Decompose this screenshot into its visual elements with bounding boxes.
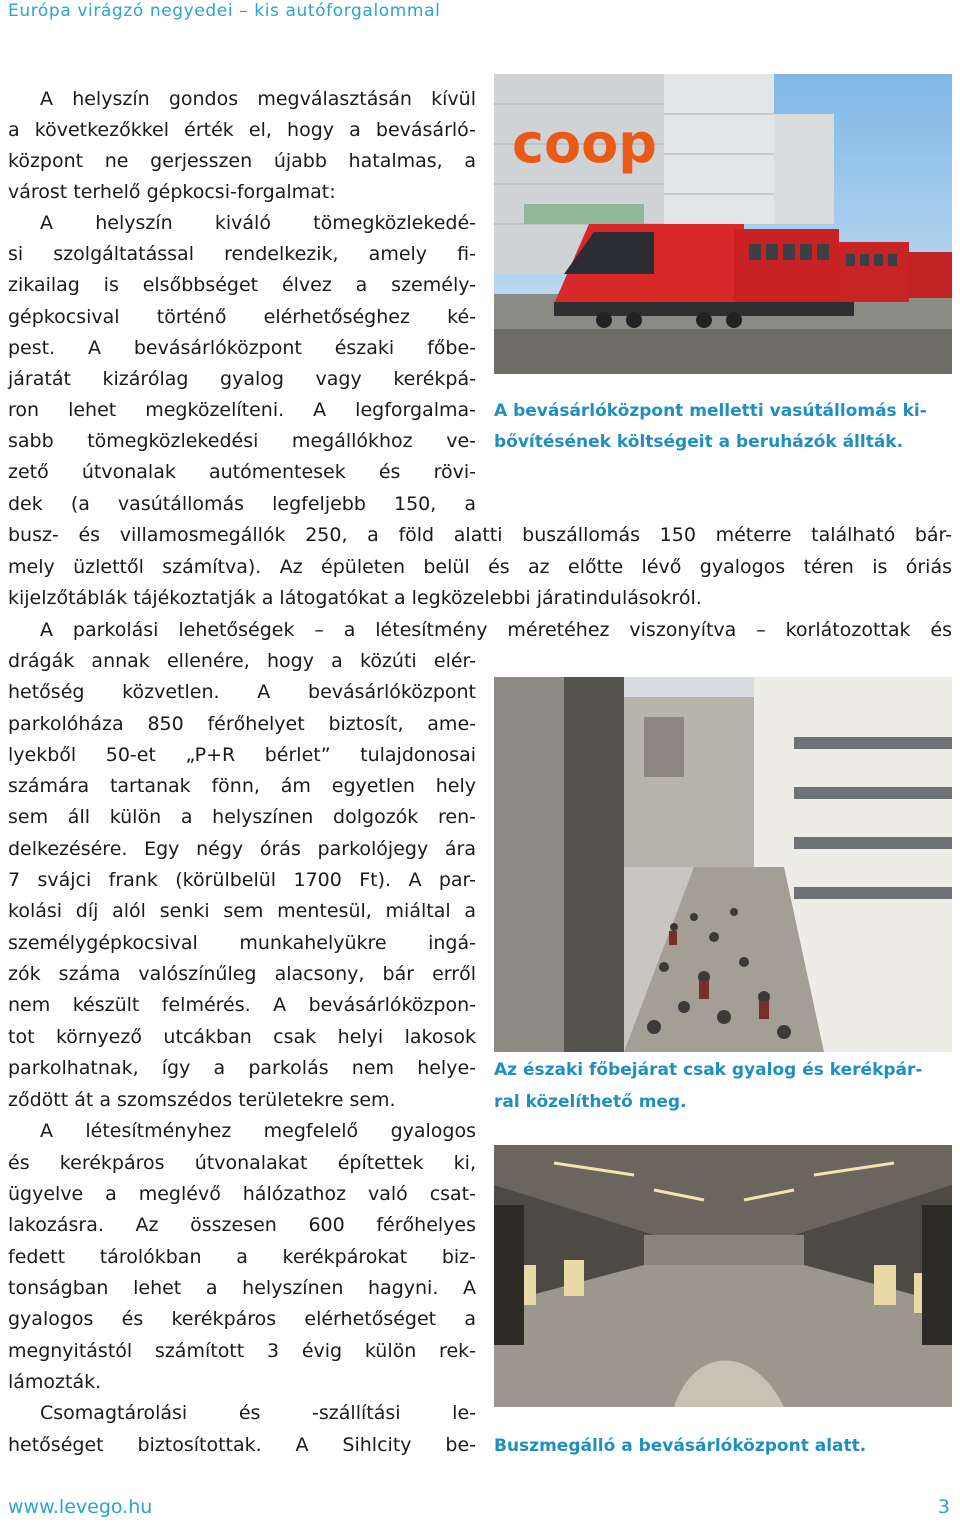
pedestrian-entrance-photo [494,677,952,1052]
p1-line-8: gépkocsival történő elérhetőséghez ké- [8,306,476,328]
p1-line-14: dek (a vasútállomás legfeljebb 150, a [8,493,476,515]
p1-line-4: várost terhelő gépkocsi-forgalmat: [8,181,336,203]
caption-1-line-2: bővítésének költségeit a beruházók állták. [494,432,904,452]
p1-line-15: busz- és villamosmegállók 250, a föld alatti buszállomás 150 méterre található bár- [8,524,952,546]
p4-line-1: Csomagtárolási és -szállítási le- [40,1402,476,1424]
p3-line-2: és kerékpáros útvonalakat építettek ki, [8,1152,476,1174]
p1-line-2: a következőkkel érték el, hogy a bevásárló- [8,119,476,141]
p2-line-7: sem áll külön a helyszínen dolgozók ren- [8,806,476,828]
p2-line-12: zók száma valószínűleg alacsony, bár erről [8,963,476,985]
p2-line-5: lyekből 50-et „P+R bérlet” tulajdonosai [8,744,476,766]
p3-line-3: ügyelve a meglévő hálózathoz való csat- [8,1183,476,1205]
footer-url[interactable]: www.levego.hu [8,1496,153,1518]
p1-line-13: zető útvonalak autómentesek és rövi- [8,461,476,483]
page-number: 3 [937,1496,950,1518]
p3-line-4: lakozásra. Az összesen 600 férőhelyes [8,1214,476,1236]
p1-line-7: zikailag is elsőbbséget élvez a személy- [8,274,476,296]
p2-line-10: kolási díj alól senki sem mentesül, miáltal a [8,900,476,922]
p1-line-1: A helyszín gondos megválasztásán kívül [40,88,476,110]
p2-line-6: számára tartanak fönn, ám egyetlen hely [8,775,476,797]
p3-line-9: lámozták. [8,1371,102,1393]
p3-line-6: tonságban lehet a helyszínen hagyni. A [8,1277,476,1299]
p2-line-1: A parkolási lehetőségek – a létesítmény méretéhez viszonyítva – korlátozottak és [40,619,952,641]
caption-2-line-2: ral közelíthető meg. [494,1092,687,1112]
p1-line-11: ron lehet megközelíteni. A legforgalma- [8,399,476,421]
running-header: Európa virágzó negyedei – kis autóforgalommal [8,1,441,21]
p1-line-16: mely üzlettől számítva). Az épületen belül és az előtte lévő gyalogos téren is óriás [8,556,952,578]
p3-line-5: fedett tárolókban a kerékpárokat biz- [8,1246,476,1268]
p2-line-3: hetőség közvetlen. A bevásárlóközpont [8,681,476,703]
bus-stop-photo [494,1145,952,1407]
p1-line-17: kijelzőtáblák tájékoztatják a látogatókat a legközelebbi járatindulásokról. [8,587,702,609]
p2-line-14: tot környező utcákban csak helyi lakosok [8,1026,476,1048]
caption-3: Buszmegálló a bevásárlóközpont alatt. [494,1436,867,1456]
p1-line-9: pest. A bevásárlóközpont északi főbe- [8,337,476,359]
p1-line-3: központ ne gerjesszen újabb hatalmas, a [8,150,476,172]
p2-line-4: parkolóháza 850 férőhelyet biztosít, ame- [8,713,476,735]
p3-line-1: A létesítményhez megfelelő gyalogos [40,1120,476,1142]
p1-line-6: si szolgáltatással rendelkezik, amely fi- [8,243,476,265]
train-station-photo [494,74,952,374]
p2-line-15: parkolhatnak, így a parkolás nem helye- [8,1057,476,1079]
p4-line-2: hetőséget biztosítottak. A Sihlcity be- [8,1434,476,1456]
p2-line-11: személygépkocsival munkahelyükre ingá- [8,932,476,954]
coop-sign-text: coop [512,112,657,175]
caption-1-line-1: A bevásárlóközpont melletti vasútállomás ki- [494,401,927,421]
p2-line-8: delkezésére. Egy négy órás parkolójegy ára [8,838,476,860]
p1-line-10: járatát kizárólag gyalog vagy kerékpá- [8,368,476,390]
p1-line-12: sabb tömegközlekedési megállókhoz ve- [8,430,476,452]
p3-line-7: gyalogos és kerékpáros elérhetőséget a [8,1308,476,1330]
p3-line-8: megnyitástól számított 3 évig külön rek- [8,1340,476,1362]
p2-line-13: nem készült felmérés. A bevásárlóközpon- [8,994,476,1016]
p2-line-2: drágák annak ellenére, hogy a közúti elér- [8,650,476,672]
p2-line-16: ződött át a szomszédos területekre sem. [8,1089,396,1111]
p1-line-5: A helyszín kiváló tömegközlekedé- [40,212,476,234]
p2-line-9: 7 svájci frank (körülbelül 1700 Ft). A par- [8,869,476,891]
caption-2-line-1: Az északi főbejárat csak gyalog és kerékpár- [494,1060,923,1080]
